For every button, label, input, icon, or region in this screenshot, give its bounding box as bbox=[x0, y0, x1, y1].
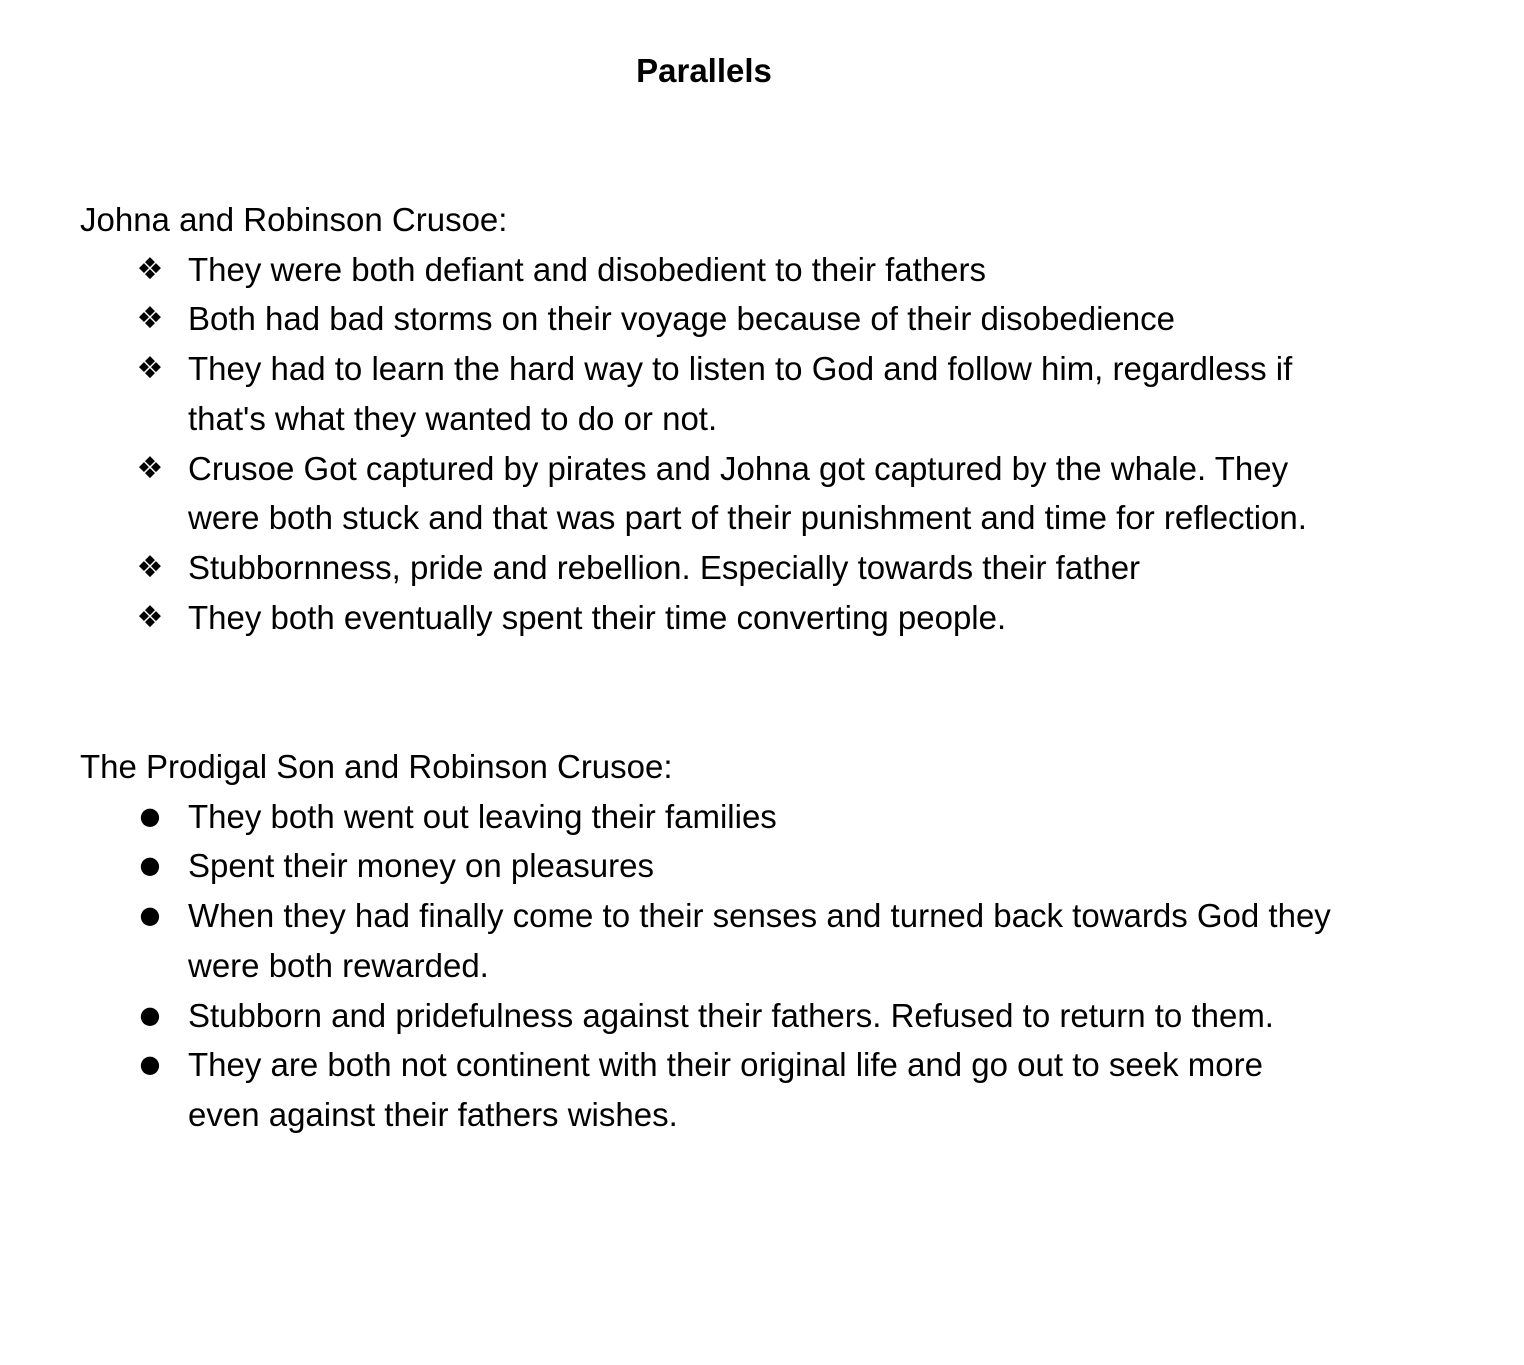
list-item-text: They were both defiant and disobedient to their fathers bbox=[188, 250, 987, 288]
four-diamond-bullet-icon: ❖ bbox=[136, 251, 164, 287]
list-item bbox=[80, 792, 1340, 842]
round-dot-bullet-icon: ● bbox=[139, 1000, 161, 1029]
list-item-text: Spent their money on pleasures bbox=[188, 847, 654, 885]
list-item-text: When they had finally come to their senses and turned back towards God they were both rewarded. bbox=[188, 897, 1331, 984]
round-dot-bullet-icon: ● bbox=[139, 851, 161, 880]
list-item bbox=[80, 444, 1340, 543]
list-item-text: They had to learn the hard way to listen to God and follow him, regardless if that's what they wanted to do or not. bbox=[188, 350, 1293, 437]
section-heading: Johna and Robinson Crusoe: bbox=[80, 201, 508, 238]
section-jonah-crusoe bbox=[80, 195, 1340, 642]
round-dot-bullet-icon: ● bbox=[139, 801, 161, 830]
list-item bbox=[80, 1040, 1340, 1139]
list-item-text: They both went out leaving their families bbox=[188, 797, 777, 835]
document-title: Parallels bbox=[636, 52, 772, 89]
list-item-text: Both had bad storms on their voyage because of their disobedience bbox=[188, 300, 1175, 338]
four-diamond-bullet-icon: ❖ bbox=[136, 351, 164, 387]
list-item-text: They are both not continent with their original life and go out to seek more even against their fathers wishes. bbox=[188, 1046, 1263, 1133]
four-diamond-bullet-icon: ❖ bbox=[136, 450, 164, 486]
four-diamond-bullet-icon: ❖ bbox=[136, 301, 164, 337]
round-dot-bullet-icon: ● bbox=[139, 901, 161, 930]
list-item bbox=[80, 841, 1340, 891]
list-item bbox=[80, 245, 1340, 295]
list-item bbox=[80, 593, 1340, 643]
bullet-list bbox=[80, 792, 1340, 1140]
four-diamond-bullet-icon: ❖ bbox=[136, 599, 164, 635]
list-item bbox=[80, 294, 1340, 344]
section-heading: The Prodigal Son and Robinson Crusoe: bbox=[80, 748, 673, 785]
list-item bbox=[80, 891, 1340, 990]
section-prodigal-son-crusoe bbox=[80, 742, 1340, 1140]
list-item-text: They both eventually spent their time converting people. bbox=[188, 598, 1007, 636]
list-item-text: Stubbornness, pride and rebellion. Especially towards their father bbox=[188, 548, 1141, 586]
list-item bbox=[80, 543, 1340, 593]
list-item-text: Crusoe Got captured by pirates and Johna got captured by the whale. They were both stuck and that was part of their punishment and time for reflection. bbox=[188, 449, 1307, 537]
list-item-text: Stubborn and pridefulness against their fathers. Refused to return to them. bbox=[188, 996, 1274, 1034]
list-item bbox=[80, 991, 1340, 1041]
round-dot-bullet-icon: ● bbox=[139, 1050, 161, 1079]
four-diamond-bullet-icon: ❖ bbox=[136, 549, 164, 585]
list-item bbox=[80, 344, 1340, 443]
bullet-list bbox=[80, 245, 1340, 643]
